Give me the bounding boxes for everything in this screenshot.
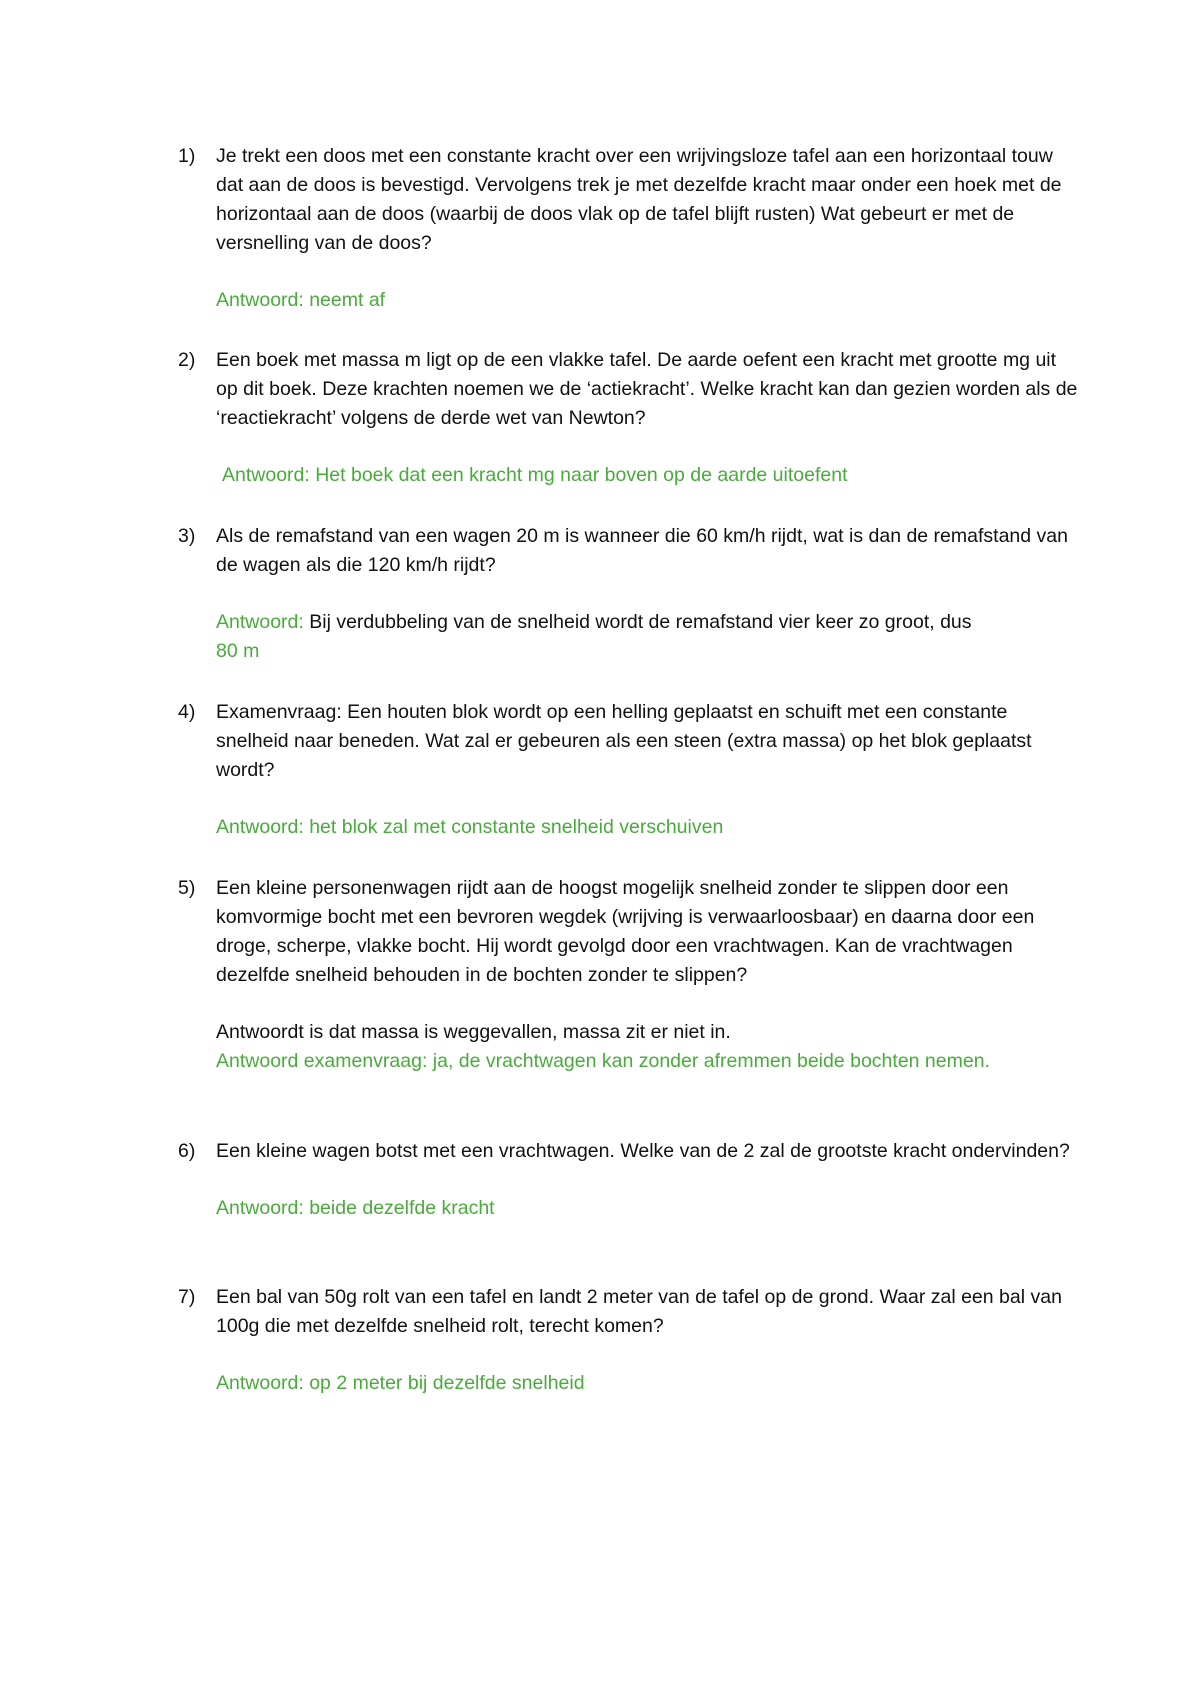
question-text: Je trekt een doos met een constante kracht over een wrijvingsloze tafel aan een horizontaal touw dat aan de doos is bevestigd. Vervolgens trek je met dezelfde kracht maar onder een hoek met de horizontaal aan de doos (waarbij de doos vlak op de tafel blijft rusten) Wat gebeurt er met de versnelling van de doos?: [216, 145, 1062, 254]
answer: [216, 608, 1078, 666]
question-text: Als de remafstand van een wagen 20 m is wanneer die 60 km/h rijdt, wat is dan de remafstand van de wagen als die 120 km/h rijdt?: [216, 525, 1068, 576]
answer-tail: 80 m: [216, 640, 260, 662]
question-number: 4): [178, 701, 196, 723]
question-text: Een boek met massa m ligt op de een vlakke tafel. De aarde oefent een kracht met grootte mg uit op dit boek. Deze krachten noemen we de ‘actiekracht’. Welke kracht kan dan gezien worden als de ‘reactiekracht’ volgens de derde wet van Newton?: [216, 349, 1078, 429]
answer: Antwoord: op 2 meter bij dezelfde snelheid: [216, 1372, 585, 1394]
question-number: 1): [178, 145, 196, 167]
answer-label: Antwoord:: [216, 611, 304, 633]
answer: Antwoord examenvraag: ja, de vrachtwagen kan zonder afremmen beide bochten nemen.: [216, 1050, 990, 1072]
answer-body: Bij verdubbeling van de snelheid wordt de remafstand vier keer zo groot, dus: [303, 611, 972, 633]
answer: Antwoord: Het boek dat een kracht mg naar boven op de aarde uitoefent: [222, 464, 848, 486]
question-2: [178, 346, 1078, 490]
question-number: 3): [178, 525, 196, 547]
question-number: 6): [178, 1140, 196, 1162]
question-number: 7): [178, 1286, 196, 1308]
question-7: [178, 1283, 1078, 1398]
question-1: [178, 142, 1078, 315]
question-text: Een kleine wagen botst met een vrachtwagen. Welke van de 2 zal de grootste kracht ondervinden?: [216, 1140, 1070, 1162]
question-6: [178, 1137, 1078, 1223]
answer: Antwoord: neemt af: [216, 289, 386, 311]
question-text: Examenvraag: Een houten blok wordt op een helling geplaatst en schuift met een constante snelheid naar beneden. Wat zal er gebeuren als een steen (extra massa) op het blok geplaatst wordt?: [216, 701, 1032, 781]
question-text: Een bal van 50g rolt van een tafel en landt 2 meter van de tafel op de grond. Waar zal een bal van 100g die met dezelfde snelheid rolt, terecht komen?: [216, 1286, 1062, 1337]
answer: Antwoord: het blok zal met constante snelheid verschuiven: [216, 816, 724, 838]
question-5: [178, 874, 1078, 1076]
question-number: 5): [178, 877, 196, 899]
question-number: 2): [178, 349, 196, 371]
question-3: [178, 522, 1078, 666]
answer-note: Antwoordt is dat massa is weggevallen, massa zit er niet in.: [216, 1021, 731, 1043]
answer: Antwoord: beide dezelfde kracht: [216, 1197, 495, 1219]
question-4: [178, 698, 1078, 842]
question-text: Een kleine personenwagen rijdt aan de hoogst mogelijk snelheid zonder te slippen door een komvormige bocht met een bevroren wegdek (wrijving is verwaarloosbaar) en daarna door een droge, scherpe, vlakke bocht. Hij wordt gevolgd door een vrachtwagen. Kan de vrachtwagen dezelfde snelheid behouden in de bochten zonder te slippen?: [216, 877, 1035, 986]
